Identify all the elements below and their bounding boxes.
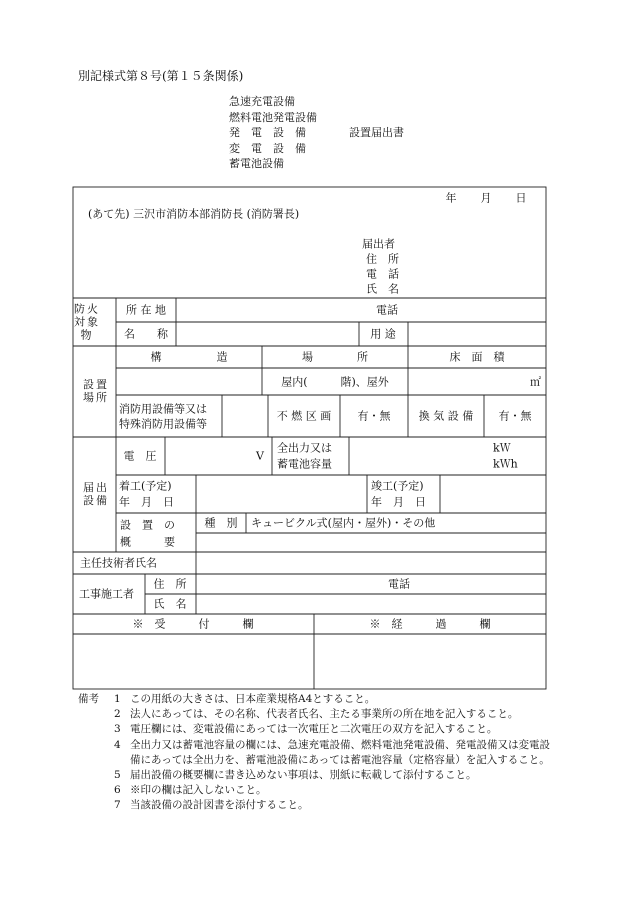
title-suffix: 設置届出書 xyxy=(349,126,404,139)
date-year: 年 xyxy=(445,191,457,205)
location-label: 所 在 地 xyxy=(126,303,166,317)
place-label: 場 所 xyxy=(302,350,368,364)
chief-engineer-label: 主任技術者氏名 xyxy=(80,556,157,570)
contractor-address-label: 住 所 xyxy=(153,577,187,591)
unit-kwh: kＷh xyxy=(493,457,518,471)
form-code: 別記様式第８号(第１５条関係) xyxy=(78,69,244,83)
applicant-label: 届出者 xyxy=(362,237,395,251)
notes xyxy=(78,692,550,814)
note-item: 4 全出力又は蓄電池容量の欄には、急速充電設備、燃料電池発電設備、発電設備又は変電設備にあっては全出力を、蓄電池設備にあっては蓄電池容量（定格容量）を記入すること。 xyxy=(114,738,550,766)
reception-label: ※ 受 付 欄 xyxy=(132,617,254,631)
nonflammable-yes-no: 有・無 xyxy=(357,409,391,423)
indoor-outdoor-label: 屋内( 階)、屋外 xyxy=(281,375,389,389)
contractor-name-label: 氏 名 xyxy=(153,597,187,611)
location-phone-label: 電話 xyxy=(376,303,398,317)
finish-label-2: 年 月 日 xyxy=(371,495,426,509)
notes-heading: 備考 xyxy=(78,693,99,705)
name-label: 名 称 xyxy=(124,327,168,341)
title-generator: 発 電 設 備 xyxy=(229,126,306,139)
note-item: 5 届出設備の概要欄に書き込めない事項は、別紙に転載して添付すること。 xyxy=(114,769,477,782)
floor-area-label: 床 面 積 xyxy=(449,350,505,364)
note-item: 7 当該設備の設計図書を添付すること。 xyxy=(114,799,309,812)
contractor-phone-label: 電話 xyxy=(388,577,410,591)
progress-label: ※ 経 過 欄 xyxy=(369,617,491,631)
finish-label-1: 竣工(予定) xyxy=(371,479,424,493)
start-label-1: 着工(予定) xyxy=(119,479,172,493)
overview-label-2: 概 要 xyxy=(120,535,175,549)
ventilation-yes-no: 有・無 xyxy=(498,409,532,423)
use-label: 用 途 xyxy=(370,327,396,341)
unit-kw: kＷ xyxy=(493,441,511,455)
nonflammable-label: 不 燃 区 画 xyxy=(276,409,332,423)
applicant-phone-label: 電 話 xyxy=(366,267,399,281)
fire-equipment-label-1: 消防用設備等又は xyxy=(119,402,207,416)
voltage-unit: V xyxy=(256,449,264,463)
date-day: 日 xyxy=(515,191,527,205)
note-item: 3 電圧欄には、変電設備にあっては一次電圧と二次電圧の双方を記入すること。 xyxy=(114,723,498,736)
title-storage-battery: 蓄電池設備 xyxy=(229,157,284,170)
type-label: 種 別 xyxy=(204,516,238,530)
note-item: 2 法人にあっては、その名称、代表者氏名、主たる事業所の所在地を記入すること。 xyxy=(114,708,519,721)
type-value: キュービクル式(屋内・屋外)・その他 xyxy=(251,516,436,530)
date-month: 月 xyxy=(480,191,492,205)
output-label-1: 全出力又は xyxy=(277,441,332,455)
ventilation-label: 換 気 設 備 xyxy=(418,409,474,423)
overview-label-1: 設 置 の xyxy=(120,518,175,532)
fire-target-label: 防 火 対 象 物 xyxy=(74,302,98,342)
start-label-2: 年 月 日 xyxy=(119,495,174,509)
structure-label: 構 造 xyxy=(150,350,228,364)
title-fuel-cell: 燃料電池発電設備 xyxy=(229,110,317,124)
note-item: 備考 1 この用紙の大きさは、日本産業規格A4とすること。 xyxy=(78,692,550,707)
equipment-label: 届 出 設 備 xyxy=(83,481,107,507)
fire-equipment-label-2: 特殊消防用設備等 xyxy=(119,417,207,431)
title-substation: 変 電 設 備 xyxy=(229,141,306,155)
applicant-name-label: 氏 名 xyxy=(366,282,399,296)
note-item: 6 ※印の欄は記入しないこと。 xyxy=(114,784,267,797)
area-unit: ㎡ xyxy=(530,375,541,389)
applicant-address-label: 住 所 xyxy=(366,252,399,266)
contractor-label: 工事施工者 xyxy=(79,587,134,601)
voltage-label: 電 圧 xyxy=(123,449,157,463)
title-quick-charger: 急速充電設備 xyxy=(229,95,295,108)
addressee: (あて先) 三沢市消防本部消防長 (消防署長) xyxy=(88,207,300,221)
installation-label: 設 置 場 所 xyxy=(83,378,107,404)
output-label-2: 蓄電池容量 xyxy=(277,457,332,471)
